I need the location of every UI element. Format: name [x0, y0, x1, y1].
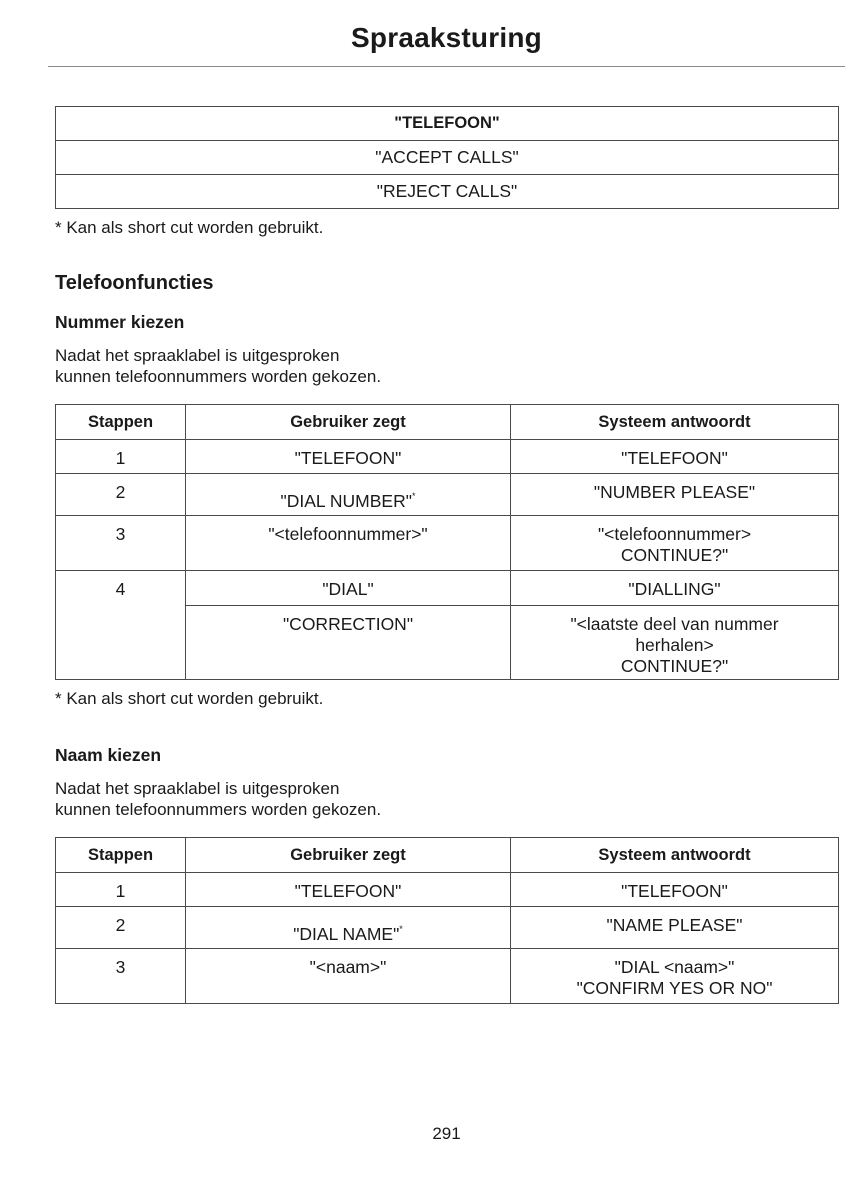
title-divider: [48, 66, 845, 67]
intro-line: kunnen telefoonnummers worden gekozen.: [55, 800, 382, 819]
system-answer-line: CONTINUE?": [620, 656, 729, 676]
system-answer-line: "<laatste deel van nummer: [570, 614, 779, 634]
system-answer-line: CONTINUE?": [620, 545, 729, 565]
system-answers-cell: [511, 606, 839, 680]
column-header: Stappen: [56, 838, 186, 873]
system-answers-cell: "NAME PLEASE": [511, 907, 839, 949]
system-answer-line: "<telefoonnummer>: [597, 524, 752, 544]
table-header-row: [56, 405, 839, 440]
column-header: Gebruiker zegt: [186, 838, 511, 873]
table-cell: "REJECT CALLS": [56, 175, 839, 209]
system-answers-cell: [511, 949, 839, 1004]
step-cell: 2: [56, 907, 186, 949]
column-header: Systeem antwoordt: [511, 838, 839, 873]
step-cell: 3: [56, 949, 186, 1004]
intro-line: Nadat het spraaklabel is uitgesproken: [55, 346, 340, 365]
table-row: [56, 516, 839, 571]
table-row: [56, 474, 839, 516]
step-cell: 4: [56, 571, 186, 680]
user-says-cell: "TELEFOON": [186, 873, 511, 907]
column-header: Systeem antwoordt: [511, 405, 839, 440]
user-says-cell: [186, 474, 511, 516]
step-cell: 1: [56, 873, 186, 907]
table-header-cell: "TELEFOON": [56, 107, 839, 141]
user-says-cell: "CORRECTION": [186, 606, 511, 680]
user-says-cell: "<naam>": [186, 949, 511, 1004]
dial-name-table: [55, 837, 839, 1004]
column-header: Gebruiker zegt: [186, 405, 511, 440]
subsection-heading: Nummer kiezen: [55, 312, 185, 332]
page-number: 291: [432, 1124, 461, 1143]
table-row: [56, 141, 839, 175]
user-says-cell: "<telefoonnummer>": [186, 516, 511, 571]
table-row: [56, 873, 839, 907]
phone-command-table: [55, 106, 839, 209]
step-cell: 1: [56, 440, 186, 474]
system-answers-cell: "DIALLING": [511, 571, 839, 606]
table-row: [56, 907, 839, 949]
intro-paragraph: [55, 345, 475, 387]
table-row: [56, 571, 839, 606]
table-row: [56, 175, 839, 209]
column-header: Stappen: [56, 405, 186, 440]
user-says-cell: "DIAL": [186, 571, 511, 606]
page-title: Spraaksturing: [351, 22, 542, 53]
system-answers-cell: "TELEFOON": [511, 440, 839, 474]
intro-line: Nadat het spraaklabel is uitgesproken: [55, 779, 340, 798]
system-answers-cell: [511, 516, 839, 571]
user-says-cell: [186, 907, 511, 949]
dial-number-table: [55, 404, 839, 680]
user-says-text: "DIAL NAME": [293, 924, 400, 944]
system-answers-cell: "TELEFOON": [511, 873, 839, 907]
intro-line: kunnen telefoonnummers worden gekozen.: [55, 367, 382, 386]
table-row: [56, 440, 839, 474]
subsection-heading: Naam kiezen: [55, 745, 162, 765]
system-answer-line: "DIAL <naam>": [614, 957, 735, 977]
step-cell: 3: [56, 516, 186, 571]
table-row: [56, 949, 839, 1004]
system-answer-line: herhalen>: [635, 635, 714, 655]
table-cell: "ACCEPT CALLS": [56, 141, 839, 175]
step-cell: 2: [56, 474, 186, 516]
footnote-marker: *: [411, 491, 416, 501]
table-header-row: [56, 107, 839, 141]
table-header-row: [56, 838, 839, 873]
user-says-text: "DIAL NUMBER": [280, 491, 412, 511]
footnote-marker: *: [399, 924, 403, 934]
shortcut-note: * Kan als short cut worden gebruikt.: [55, 689, 324, 708]
system-answers-cell: "NUMBER PLEASE": [511, 474, 839, 516]
section-heading: Telefoonfuncties: [55, 272, 214, 294]
system-answer-line: "CONFIRM YES OR NO": [576, 978, 773, 998]
shortcut-note: * Kan als short cut worden gebruikt.: [55, 218, 324, 237]
intro-paragraph: [55, 778, 475, 820]
user-says-cell: "TELEFOON": [186, 440, 511, 474]
